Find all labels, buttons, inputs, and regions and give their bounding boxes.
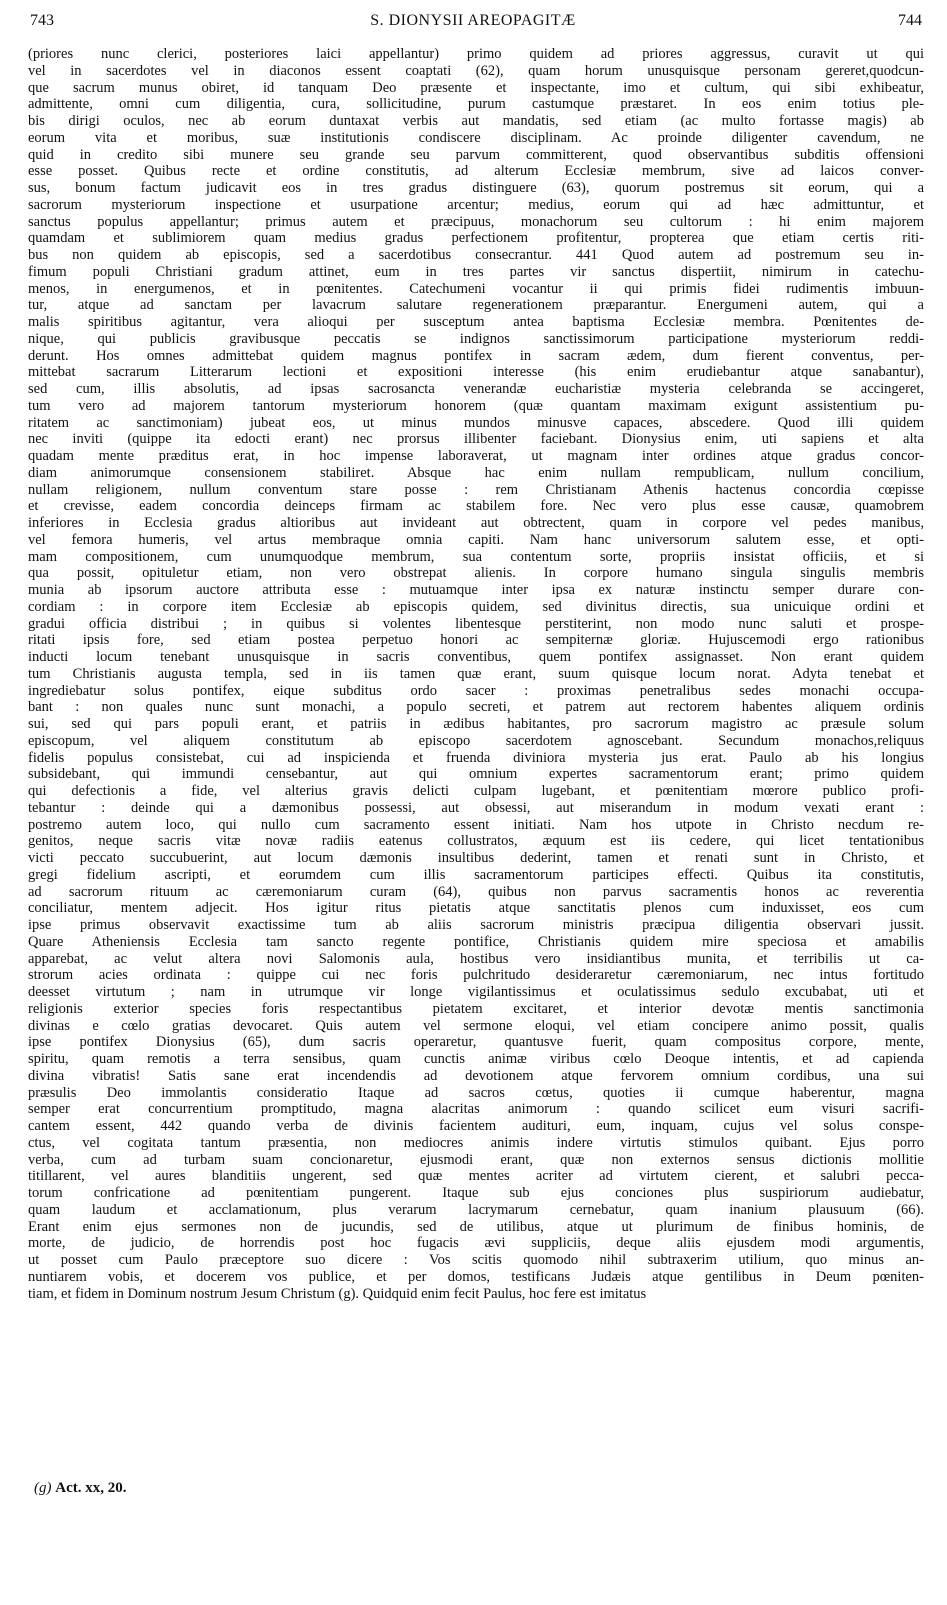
text-line: Erant enim ejus sermones non de jucundis, sed de utilibus, atque ut plurimum de finibus hominis, de	[28, 1218, 924, 1235]
text-line: vel in sacerdotes vel in diaconos essent coaptati (62), quam horum unusquisque personam gereret,quodcun-	[28, 62, 924, 79]
text-line: apparebat, ac velut altera novi Salomonis aula, hostibus vero insidiantibus munita, et terribilis ut ca-	[28, 950, 924, 967]
text-line: victi peccato succubuerint, aut locum dæmonis insultibus dederint, tamen et renati sunt in Christo, et	[28, 850, 924, 866]
text-line: qui defectionis a fide, vel alterius gravis delicti culpam lugebant, et pœnitentiam mœrore publico profi-	[28, 783, 924, 799]
footnote	[34, 1480, 127, 1497]
text-line: ingrediebatur solus pontifex, eique subditus ordo sacer : proximas penetralibus sedes monachi occupa-	[28, 682, 924, 699]
text-line: sus, bonum factum judicavit eos in tres gradus distinguere (63), quorum postremus sit eorum, qui a	[28, 180, 924, 196]
text-line: semper erat concurrentium promptitudo, magna alacritas animorum : quando scilicet eum visuri sacrifi-	[28, 1101, 924, 1118]
text-line: nuntiarem vobis, et docerem vos publice, et per domos, testificans Judæis atque gentilibus in Deum pœniten-	[28, 1268, 924, 1285]
text-line: mittebat sacrarum Litterarum lectioni et expositioni interesse (his enim erudiebantur atque sanabantur),	[28, 364, 924, 381]
running-title: S. DIONYSII AREOPAGITÆ	[370, 12, 576, 29]
text-line: fidelis populus consistebat, cui ad inspicienda et fruenda diviniora mysteria jus erat. Paulo ab his longius	[28, 749, 924, 766]
text-line: fimum populi Christiani gradum attinet, eum in tres partes vir sanctus dispertiit, nimirum in catechu-	[28, 263, 924, 280]
text-line: præsulis Deo immolantis consideratio Itaque ad sacros cœtus, quoties ii cumque haberentur, magna	[28, 1084, 924, 1101]
text-line: sed cum, illis absolutis, ad ipsas sacrosancta venerandæ eucharistiæ mysteria celebranda se accingeret,	[28, 381, 924, 397]
text-line: Quare Atheniensis Ecclesia tam sancto regente pontifice, Christianis quidem mire speciosa et amabilis	[28, 933, 924, 950]
text-line: quid in credito sibi munere seu grande seu parvum committerent, quod observantibus subditis offensioni	[28, 146, 924, 163]
main-text	[28, 46, 924, 1302]
text-line: qua possit, opituletur etiam, non vero obstrepat alienis. In corpore humano singula singulis membris	[28, 565, 924, 582]
text-line: postremo autem loco, qui nullo cum sacramento essent initiati. Nam hos utpote in Christo necdum re-	[28, 816, 924, 833]
text-line: admittente, omni cum diligentia, cura, sollicitudine, purum castumque præstaret. In eos enim totius ple-	[28, 96, 924, 113]
text-line: malis spiritibus agitantur, vera alioqui per susceptum antea baptisma Ecclesiæ membra. Pœnitentes de-	[28, 314, 924, 330]
text-line: ipse pontifex Dionysius (65), dum sacris operaretur, quantusve fuerit, quam compositus corpore, mente,	[28, 1034, 924, 1051]
text-line: vel femora humeris, vel artus membraque omnia capiti. Nam hanc universorum salutem esse, et opti-	[28, 531, 924, 548]
text-line: cantem essent, 442 quando verba de divinis facientem audituri, eum, inquam, cujus vel solus conspe-	[28, 1118, 924, 1134]
text-line: spiritu, quam remotis a terra sensibus, quam cunctis animæ viribus cœlo Deoque intentis, et ad capienda	[28, 1051, 924, 1067]
text-line: ut posset cum Paulo præceptore suo dicere : Vos scitis quomodo nihil subtraxerim utilium, quo minus an-	[28, 1252, 924, 1268]
text-line: verba, cum ad turbam suam concionaretur, ejusmodi erant, quæ non externos sensus dictionis mollitie	[28, 1151, 924, 1168]
footnote-text: Act. xx, 20.	[55, 1480, 127, 1496]
text-line: diam animorumque consensionem stabiliret. Absque hac enim nullam rempublicam, nullum concilium,	[28, 464, 924, 481]
text-line: ad sacrorum rituum ac cæremoniarum curam (64), quibus non parvus sacramentis honos ac reverentia	[28, 883, 924, 900]
text-line: divinas e cœlo gratias devocaret. Quis autem vel sermone eloqui, vel etiam concipere animo possit, qualis	[28, 1017, 924, 1034]
text-line: inferiores in Ecclesia gradus altioribus aut invideant aut obtrectent, quam in corpore vel pedes manibus,	[28, 515, 924, 531]
document-page	[20, 8, 926, 1598]
text-line: que sacrum munus obiret, id tanquam Deo præsente et inspectante, imo et cultum, qui sibi exhibeatur,	[28, 79, 924, 96]
text-line: inducti locum tenebant unusquisque in sacris conventibus, quem pontifex assignasset. Non erant quidem	[28, 649, 924, 665]
text-line: nullam religionem, nullum conventum stare posse : rem Christianam Athenis hactenus concordia cœpisse	[28, 481, 924, 498]
text-line: quam laudum et acclamationum, plus verarum lacrymarum cernebatur, quam inanium plausuum (66).	[28, 1201, 924, 1218]
text-line: ritati ipsis fore, sed etiam postea perpetuo honori ac sempiternæ gloriæ. Hujuscemodi ergo rationibus	[28, 632, 924, 649]
text-line: strorum acies ordinata : quippe cui nec foris pulchritudo desideraretur cæremoniarum, nec intus fortitudo	[28, 967, 924, 984]
running-header	[20, 8, 926, 38]
text-line: bis dirigi oculos, nec ab eorum duntaxat verbis aut mandatis, sed etiam (ac multo fortasse magis) ab	[28, 113, 924, 129]
text-line: bus non quidem ab episcopis, sed a sacerdotibus consecrantur. 441 Quod autem ad postremum seu in-	[28, 247, 924, 263]
text-line: titillarent, vel aures blanditiis ungerent, sed quæ mentes acriter ad virtutem cierent, et salubri pecca-	[28, 1168, 924, 1185]
text-line: ctus, vel cogitata tantum præsentia, non mediocres animis indere virtutis stimulos quibant. Ejus porro	[28, 1134, 924, 1151]
text-line: gradui officia distribui ; in quibus si volentes libentesque perstiterint, non modo nunc saluti et prospe-	[28, 615, 924, 632]
text-line: torum confricatione ad pœnitentiam pungerent. Itaque sub ejus conciones plus suspiriorum audiebatur,	[28, 1185, 924, 1201]
text-line: religionis exterior species foris respectantibus pietatem excitaret, et interior devotæ mentis sanctimonia	[28, 1000, 924, 1017]
text-line: tiam, et fidem in Dominum nostrum Jesum Christum (g). Quidquid enim fecit Paulus, hoc fere est imitatus	[28, 1285, 647, 1302]
text-line: tum vero ad majorem tantorum mysteriorum honorem (quæ quantam maximam exigunt assistentium pu-	[28, 397, 924, 414]
text-line: cordiam : in corpore item Ecclesiæ ab episcopis quidem, sed divinitus directis, sua unicuique ordini et	[28, 598, 924, 615]
text-line: nec inviti (quippe ita edocti erant) nec prorsus illibenter faciebant. Dionysius enim, uti sapiens et alta	[28, 431, 924, 448]
text-line: bant : non quales nunc sunt monachi, a populo secreti, et patrem aut rectorem habentes aliquem ordinis	[28, 699, 924, 716]
text-line: ritatem ac sanctimoniam) jubeat eos, ut minus mundos minusve capaces, abscedere. Quod illi quidem	[28, 414, 924, 431]
text-line: tum Christianis augusta templa, sed in iis tamen quæ erant, suum quisque locum norat. Adyta tenebat et	[28, 665, 924, 682]
text-line: derunt. Hos omnes admittebat quidem magnus pontifex in sacram ædem, dum fierent conventus, per-	[28, 347, 924, 364]
footnote-marker: (g)	[34, 1480, 52, 1496]
text-line: ipse primus observavit exactissime tum ab aliis sacrorum ministris præcipua diligentia observari jussit.	[28, 917, 924, 933]
text-line: conciliatur, mentem adjecit. Hos igitur ritus pietatis atque sanctitatis plenos cum induxisset, eos cum	[28, 900, 924, 917]
text-line: munia ab ipsorum auctore attributa esse : mutuamque inter ipsa ex naturæ instinctu semper durare con-	[28, 582, 924, 598]
text-line: sacrorum mysteriorum inspectione et usurpatione arcentur; medius, eorum qui ad hæc admittuntur, et	[28, 196, 924, 213]
text-line: divina vibratis! Satis sane erat incendendis ad devotionem atque fervorem omnium cordibus, una sui	[28, 1067, 924, 1084]
text-line: deesset virtutum ; nam in utrumque vir longe vigilantissimus et oculatissimus sedulo excubabat, uti et	[28, 984, 924, 1000]
text-line: subsidebant, qui immundi censebantur, aut qui omnium expertes sacramentorum erant; primo quidem	[28, 766, 924, 783]
text-line: sanctus populus appellantur; primus autem et præcipuus, monachorum seu cultorum : hi enim majorem	[28, 213, 924, 230]
right-page-number: 744	[898, 12, 922, 29]
text-line: gregi fidelium ascripti, et eorumdem cum illis sacramentorum participes effecti. Quibus ita constitutis,	[28, 866, 924, 883]
text-line: tur, atque ad sanctam per lavacrum salutare regenerationem præparantur. Energumeni autem, qui a	[28, 297, 924, 314]
text-line: sui, sed qui pars populi erant, et patriis in ædibus habitantes, pro sacrorum magistro ac præsule solum	[28, 716, 924, 732]
text-line: eorum vita et moribus, suæ institutionis condiscere disciplinam. Ac proinde diligenter cavendum, ne	[28, 129, 924, 146]
text-line: et crevisse, eadem concordia deinceps firmam ac stabilem fore. Nec vero plus esse causæ, quamobrem	[28, 498, 924, 515]
text-line: (priores nunc clerici, posteriores laici appellantur) primo quidem ad priores aggressus, curavit ut qui	[28, 46, 924, 62]
left-page-number: 743	[30, 12, 54, 29]
text-line: morte, de judicio, de horrendis post hoc fugacis ævi suppliciis, deque aliis ejusdem modi argumentis,	[28, 1235, 924, 1252]
text-line: tebantur : deinde qui a dæmonibus possessi, aut obsessi, aut miserandum in modum vexati erant :	[28, 799, 924, 816]
text-line: menos, in energumenos, et in pœnitentes. Catechumeni vocantur ii qui primis fidei rudimentis imbuun-	[28, 280, 924, 297]
text-line: genitos, neque sacris vitæ novæ radiis eatenus collustratos, æquum est iis cedere, qui licet tentationibus	[28, 833, 924, 850]
text-line: quadam mente præditus erat, in hoc impense laboraverat, ut magnam inter ordines atque gradus concor-	[28, 448, 924, 464]
text-line: nique, qui publicis gravibusque peccatis se indignos sanctissimorum participatione mysteriorum reddi-	[28, 330, 924, 347]
text-line: mam compositionem, cum unumquodque membrum, sua contentum sorte, propriis insistat officiis, et si	[28, 548, 924, 565]
text-line: quamdam et sublimiorem quam medius gradus perfectionem profitentur, propterea que etiam certis riti-	[28, 230, 924, 247]
text-line: episcopum, vel aliquem constitutum ab episcopo sacerdotem agnoscebant. Secundum monachos,reliquus	[28, 732, 924, 749]
text-line: esse posset. Quibus recte et ordine constitutis, ad alterum Ecclesiæ membrum, sive ad laicos conver-	[28, 163, 924, 180]
